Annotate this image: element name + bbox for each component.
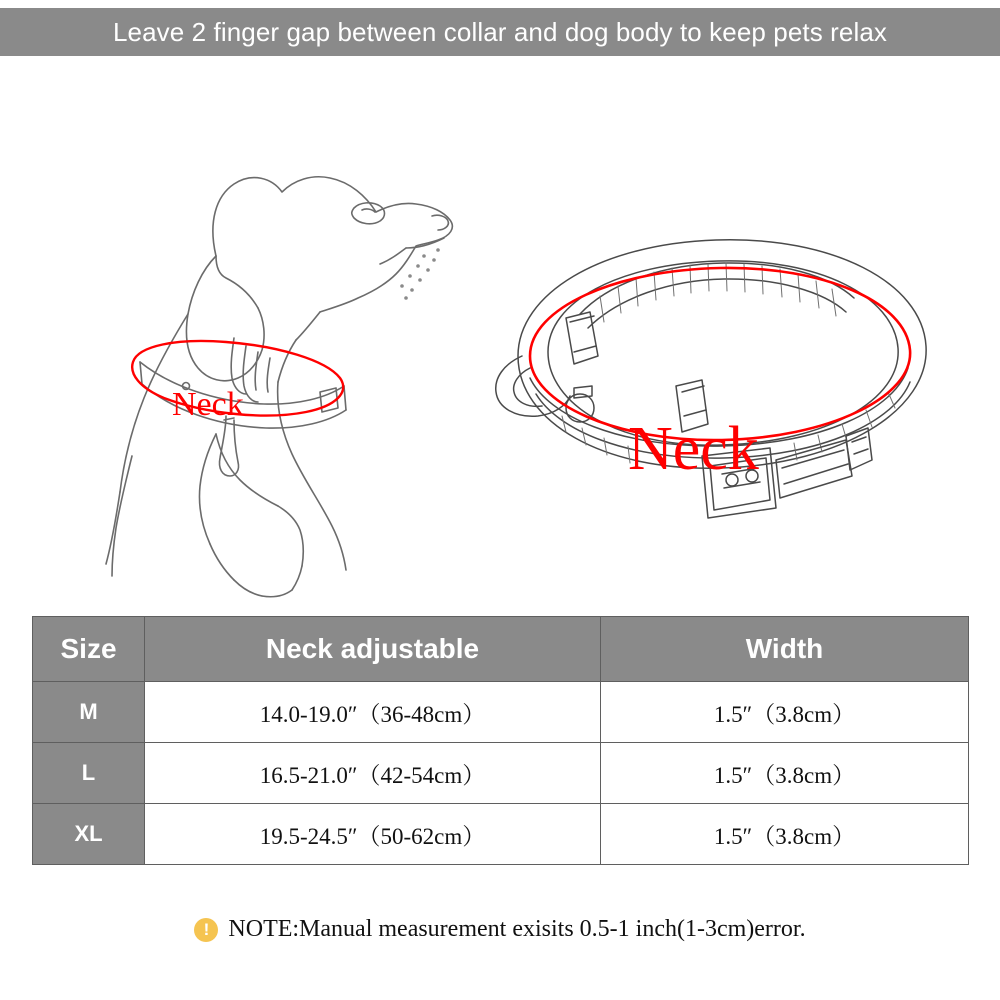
table-row: [33, 682, 969, 743]
size-table: [32, 616, 969, 865]
header-banner: [0, 8, 1000, 56]
cell-size: XL: [33, 804, 145, 865]
neck-label-right: Neck: [628, 415, 759, 483]
cell-neck: 16.5-21.0″（42-54cm）: [145, 743, 601, 804]
cell-width: 1.5″（3.8cm）: [601, 804, 969, 865]
banner-title: Leave 2 finger gap between collar and dog body to keep pets relax: [112, 16, 888, 47]
neck-label-left: Neck: [172, 386, 244, 423]
table-header-row: [33, 617, 969, 682]
cell-size: M: [33, 682, 145, 743]
cell-neck: 19.5-24.5″（50-62cm）: [145, 804, 601, 865]
warning-icon: !: [194, 918, 218, 942]
table-row: [33, 743, 969, 804]
cell-width: 1.5″（3.8cm）: [601, 743, 969, 804]
table-row: [33, 804, 969, 865]
illustration-area: [0, 56, 1000, 606]
column-header-neck-adjustable: Neck adjustable: [145, 617, 601, 682]
column-header-width: Width: [601, 617, 969, 682]
note-text: NOTE:Manual measurement exisits 0.5-1 inch(1-3cm)error.: [228, 916, 806, 942]
cell-size: L: [33, 743, 145, 804]
cell-width: 1.5″（3.8cm）: [601, 682, 969, 743]
cell-neck: 14.0-19.0″（36-48cm）: [145, 682, 601, 743]
dog-head-with-collar-line-drawing: [20, 56, 500, 606]
tactical-collar-line-drawing: [470, 56, 970, 606]
size-chart: [32, 616, 968, 865]
column-header-size: Size: [33, 617, 145, 682]
note-row: [0, 916, 1000, 943]
